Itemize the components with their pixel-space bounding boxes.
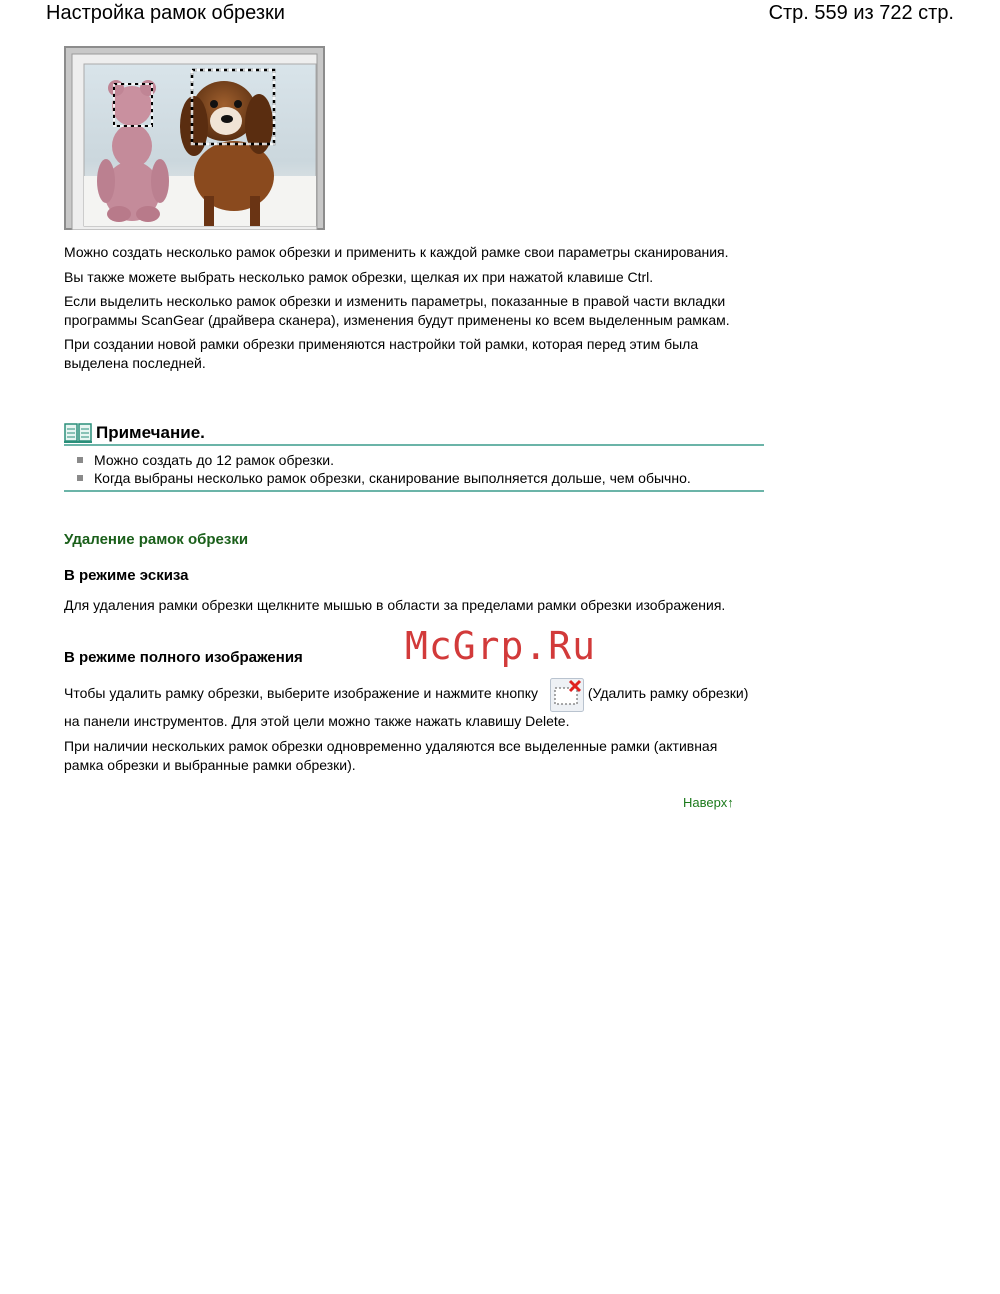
paragraph: При создании новой рамки обрезки применяются настройки той рамки, которая перед этим была выделена последней.	[64, 336, 699, 371]
list-item	[64, 469, 764, 487]
subheading-full-image-mode: В режиме полного изображения	[64, 649, 303, 666]
paragraph: Вы также можете выбрать несколько рамок обрезки, щелкая их при нажатой клавише Ctrl.	[64, 268, 654, 285]
note-box	[64, 418, 764, 492]
bullet-icon	[77, 475, 83, 481]
watermark: McGrp.Ru	[405, 624, 597, 668]
paragraph-text: (Удалить рамку обрезки) на панели инструментов. Для этой цели можно также нажать клавишу Delete.	[64, 685, 749, 729]
arrow-up-icon: ↑	[727, 795, 734, 810]
scan-preview-image	[64, 46, 325, 230]
paragraph: При наличии нескольких рамок обрезки одновременно удаляются все выделенные рамки (активная рамка обрезки и выбранные рамки обрезки).	[64, 738, 718, 773]
list-item-text: Можно создать до 12 рамок обрезки.	[94, 452, 334, 468]
bullet-icon	[77, 457, 83, 463]
section-heading: Удаление рамок обрезки	[64, 531, 249, 548]
back-to-top-link[interactable]	[683, 795, 734, 810]
delete-cropping-frame-icon	[550, 678, 584, 712]
subheading-thumbnail-mode: В режиме эскиза	[64, 567, 189, 584]
paragraph: Для удаления рамки обрезки щелкните мышью в области за пределами рамки обрезки изображения.	[64, 597, 726, 613]
paragraph-text: Чтобы удалить рамку обрезки, выберите изображение и нажмите кнопку	[64, 685, 538, 701]
list-item-text: Когда выбраны несколько рамок обрезки, сканирование выполняется дольше, чем обычно.	[94, 470, 691, 486]
paragraph	[64, 678, 754, 731]
back-to-top-label[interactable]: Наверх	[683, 795, 728, 810]
page-title: Настройка рамок обрезки	[46, 2, 285, 24]
book-icon	[64, 422, 92, 444]
paragraph: Если выделить несколько рамок обрезки и изменить параметры, показанные в правой части вкладки программы ScanGear (драйвера сканера), изменения будут применены ко всем выделенным рамкам.	[64, 293, 730, 328]
paragraph: Можно создать несколько рамок обрезки и применить к каждой рамке свои параметры сканирования.	[64, 244, 729, 260]
note-title: Примечание.	[96, 423, 205, 442]
list-item	[64, 451, 764, 469]
page-number: Стр. 559 из 722 стр.	[768, 2, 954, 24]
